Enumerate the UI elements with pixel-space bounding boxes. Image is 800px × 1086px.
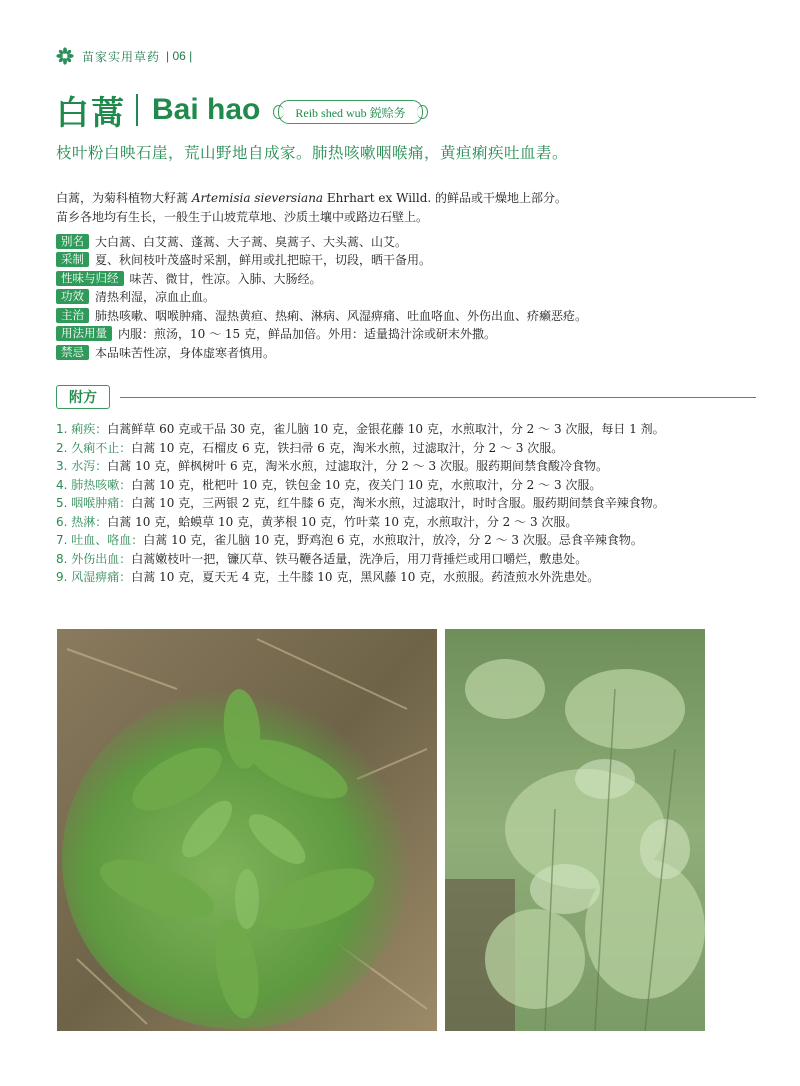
property-row	[56, 251, 756, 270]
property-tag: 别名	[56, 234, 89, 249]
formula-item	[56, 568, 776, 587]
formula-head: 3. 水泻：	[56, 459, 108, 473]
formula-item	[56, 513, 776, 532]
plant-photo-mature	[445, 629, 705, 1031]
intro-line-1: 白蒿，为菊科植物大籽蒿 Artemisia sieversiana Ehrhart ex Willd. 的鲜品或干燥地上部分。	[56, 191, 568, 205]
formula-text: 白蒿 10 克，蛤蟆草 10 克，黄茅根 10 克，竹叶菜 10 克，水煎取汁，分 2 ～ 3 次服。	[107, 514, 578, 529]
formula-text: 白蒿 10 克，雀儿脑 10 克，野鸡泡 6 克，水煎取汁，放冷，分 2 ～ 3 次服。忌食辛辣食物。	[143, 533, 643, 547]
formula-text: 白蒿 10 克，夏天无 4 克，土牛膝 10 克，黑风藤 10 克，水煎服。药渣煎水外洗患处。	[131, 570, 600, 584]
formulas-rule	[120, 397, 756, 398]
book-title: 苗家实用草药	[82, 49, 161, 64]
property-tag: 功效	[56, 289, 89, 304]
formula-head: 1. 痢疾：	[56, 422, 108, 436]
miao-name: Reib shed wub 鋭赊务	[295, 105, 406, 120]
formulas-label: 附方	[56, 385, 110, 409]
formula-item	[56, 550, 776, 569]
property-row	[56, 306, 756, 325]
intro-paragraph	[56, 189, 756, 227]
formula-head: 2. 久痢不止：	[56, 440, 132, 455]
miao-name-badge	[278, 100, 422, 124]
property-row	[56, 288, 756, 307]
property-tag: 性味与归经	[56, 271, 124, 286]
formula-item	[56, 457, 776, 476]
formula-text: 白蒿 10 克，三两银 2 克，红牛膝 6 克，淘米水煎，过滤取汁，时时含服。服药期间禁食辛辣食物。	[131, 496, 665, 510]
formula-item	[56, 439, 776, 458]
property-row	[56, 232, 756, 251]
formula-head: 7. 吐血、咯血：	[56, 533, 144, 547]
property-row	[56, 325, 756, 344]
formula-text: 白蒿 10 克，鲜枫树叶 6 克，淘米水煎，过滤取汁，分 2 ～ 3 次服。服药期间禁食酸冷食物。	[107, 459, 608, 473]
formula-item	[56, 531, 776, 550]
formula-head: 8. 外伤出血：	[56, 551, 132, 566]
intro-line-2: 苗乡各地均有生长，一般生于山坡荒草地、沙质土壤中或路边石壁上。	[56, 210, 429, 224]
properties-list	[56, 232, 756, 362]
property-row	[56, 343, 756, 362]
property-text: 本品味苦性凉，身体虚寒者慎用。	[95, 345, 276, 360]
property-tag: 禁忌	[56, 345, 89, 360]
title-divider	[136, 94, 138, 126]
formula-head: 9. 风湿痹痛：	[56, 570, 132, 584]
herb-title	[56, 88, 423, 132]
property-text: 肺热咳嗽、咽喉肿痛、湿热黄疸、热痢、淋病、风湿痹痛、吐血咯血、外伤出血、疥癞恶疮。	[95, 308, 588, 323]
page-number: 06	[172, 49, 186, 63]
formula-text: 白蒿嫩枝叶一把，镰仄草、铁马鞭各适量，洗净后，用刀背捶烂或用口嚼烂，敷患处。	[131, 551, 588, 566]
formula-item	[56, 494, 776, 513]
verse-subtitle: 枝叶粉白映石崖，荒山野地自成家。肺热咳嗽咽喉痛，黄疸痢疾吐血砉。	[56, 144, 569, 162]
formula-text: 白蒿鲜草 60 克或干品 30 克，雀儿脑 10 克，金银花藤 10 克，水煎取汁，分 2 ～ 3 次服，每日 1 剂。	[107, 422, 665, 436]
formula-text: 白蒿 10 克，枇杷叶 10 克，铁包金 10 克，夜关门 10 克，水煎取汁，分 2 ～ 3 次服。	[131, 477, 602, 492]
property-text: 内服：煎汤，10 ～ 15 克，鲜品加倍。外用：适量捣汁涂或研末外撒。	[118, 327, 496, 342]
property-row	[56, 269, 756, 288]
formula-item	[56, 476, 776, 495]
title-chinese: 白蒿	[56, 92, 126, 132]
formula-text: 白蒿 10 克，石榴皮 6 克，铁扫帚 6 克，淘米水煎，过滤取汁，分 2 ～ 3 次服。	[131, 440, 564, 455]
formula-item	[56, 420, 776, 439]
formulas-list	[56, 420, 776, 587]
flower-icon	[56, 47, 74, 65]
property-tag: 用法用量	[56, 326, 112, 341]
page-number-wrap: | 06 |	[166, 49, 193, 63]
property-text: 清热利湿，凉血止血。	[95, 290, 216, 305]
property-tag: 主治	[56, 308, 89, 323]
plant-photo-seedling	[57, 629, 437, 1031]
formula-head: 6. 热淋：	[56, 514, 108, 529]
title-pinyin: Bai hao	[152, 93, 261, 126]
formula-head: 5. 咽喉肿痛：	[56, 496, 132, 510]
property-text: 夏、秋间枝叶茂盛时采割，鲜用或扎把晾干，切段，晒干备用。	[95, 253, 432, 268]
formula-head: 4. 肺热咳嗽：	[56, 477, 132, 492]
latin-name: Artemisia sieversiana	[191, 191, 324, 205]
property-text: 大白蒿、白艾蒿、蓬蒿、大子蒿、臭蒿子、大头蒿、山艾。	[95, 234, 408, 249]
property-text: 味苦、微甘，性凉。入肺、大肠经。	[129, 271, 322, 286]
property-tag: 采制	[56, 252, 89, 267]
running-header	[56, 46, 192, 66]
formulas-heading	[56, 385, 756, 409]
